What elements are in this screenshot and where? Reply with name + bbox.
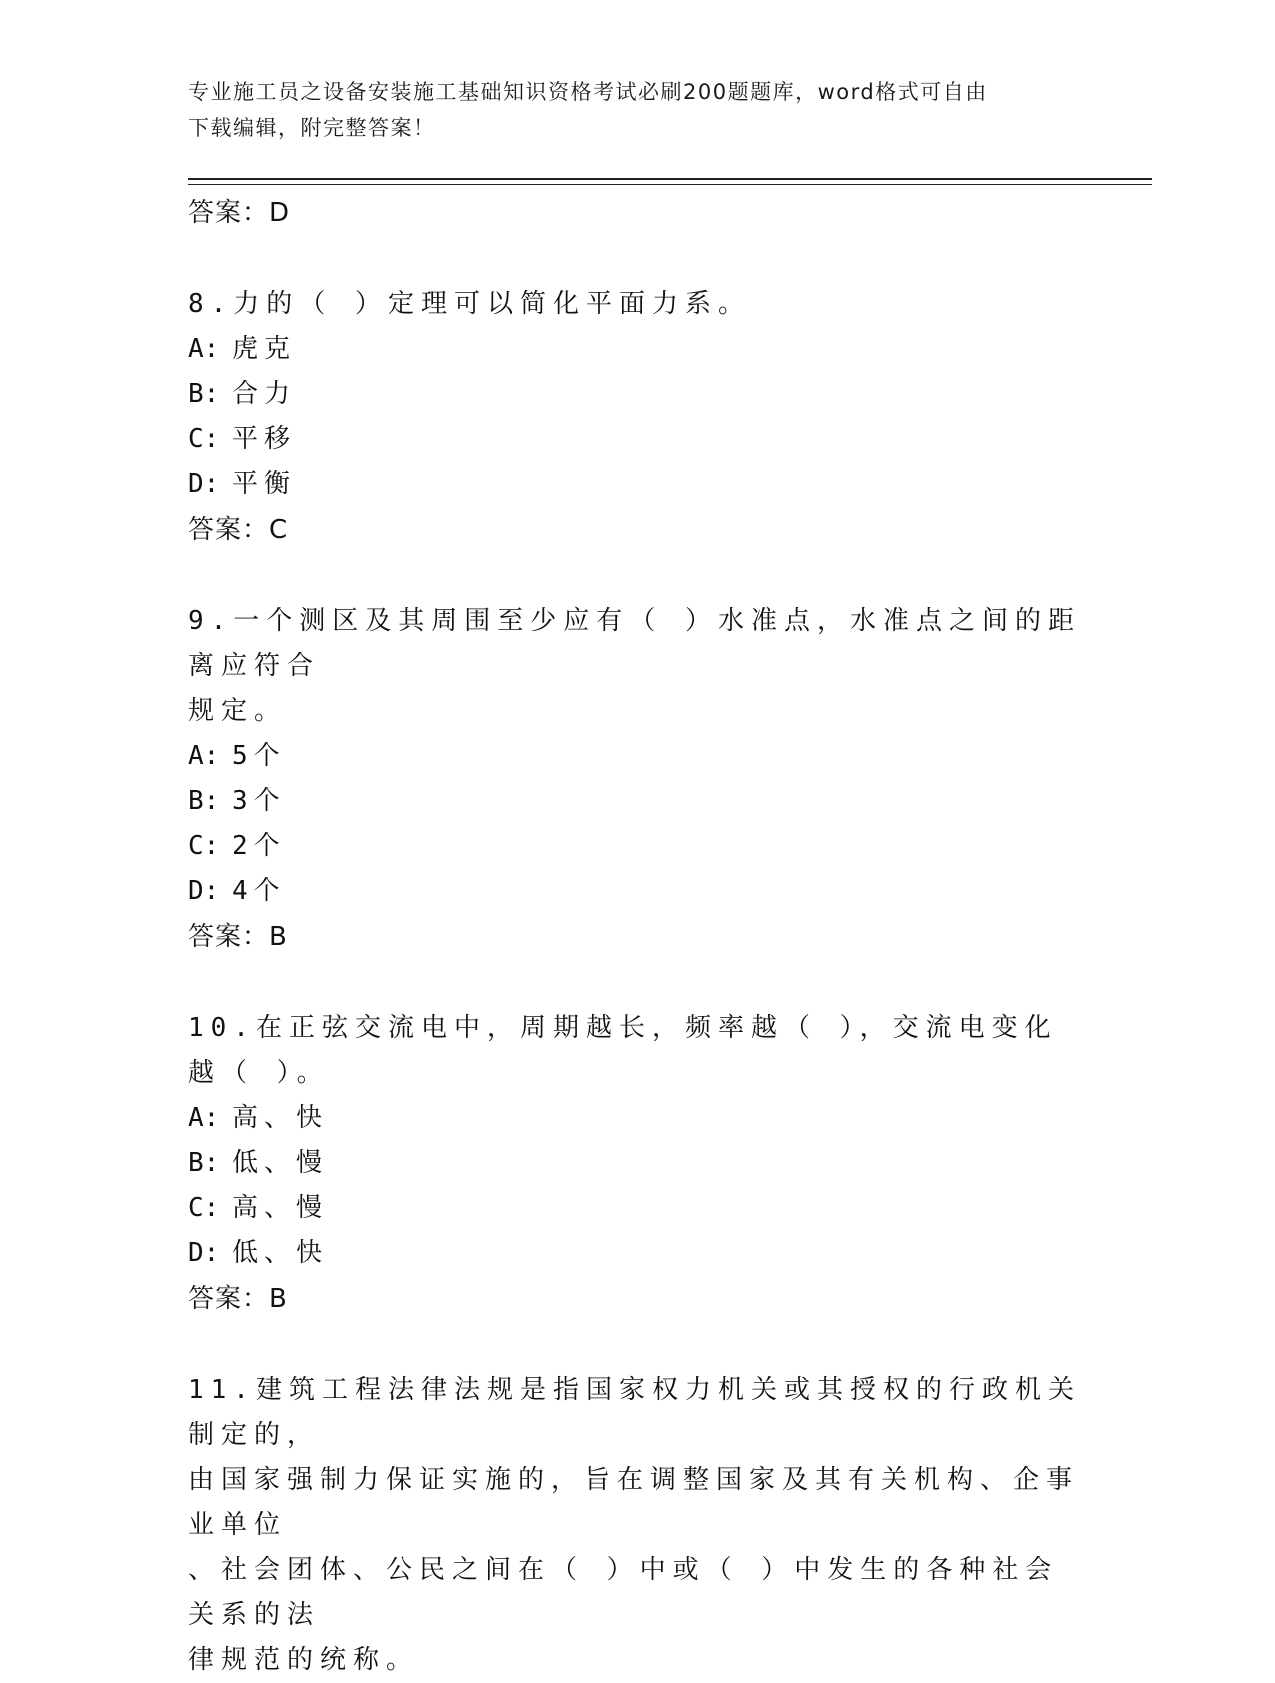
option-text: 平衡 xyxy=(232,469,297,499)
option-c xyxy=(188,1186,1088,1231)
option-text: 5个 xyxy=(232,741,286,771)
option-text: 平移 xyxy=(232,424,297,454)
header-line-2: 下载编辑，附完整答案！ xyxy=(188,116,436,140)
question-text-line-4: 律规范的统称。 xyxy=(188,1645,420,1675)
option-text: 高、快 xyxy=(232,1103,329,1133)
answer-line: 答案：B xyxy=(188,922,288,952)
option-letter: C: xyxy=(188,424,220,454)
question-text-line-1: 9.一个测区及其周围至少应有（ ）水准点，水准点之间的距离应符合 xyxy=(188,606,1081,681)
option-text: 合力 xyxy=(232,379,297,409)
spacer xyxy=(188,1322,1088,1368)
question-list xyxy=(188,190,1088,1683)
question-text-line-1: 11.建筑工程法律法规是指国家权力机关或其授权的行政机关制定的， xyxy=(188,1375,1081,1450)
document-header xyxy=(188,74,1068,146)
spacer xyxy=(188,236,1088,282)
option-c xyxy=(188,824,1088,869)
option-letter: C: xyxy=(188,1193,220,1223)
answer-line: 答案：B xyxy=(188,1284,288,1314)
option-text: 虎克 xyxy=(232,334,297,364)
question-text-line-2: 由国家强制力保证实施的，旨在调整国家及其有关机构、企事业单位 xyxy=(188,1465,1080,1540)
option-letter: B: xyxy=(188,786,220,816)
option-letter: B: xyxy=(188,379,220,409)
answer-line: 答案：C xyxy=(188,515,289,545)
option-letter: D: xyxy=(188,876,220,906)
header-rule-thick xyxy=(188,178,1152,180)
option-letter: B: xyxy=(188,1148,220,1178)
option-letter: D: xyxy=(188,469,220,499)
option-a xyxy=(188,734,1088,779)
header-rule-thin xyxy=(188,184,1152,185)
spacer xyxy=(188,553,1088,599)
option-text: 低、快 xyxy=(232,1238,329,1268)
option-c xyxy=(188,417,1088,462)
option-text: 3个 xyxy=(232,786,286,816)
question-block-10 xyxy=(188,1006,1088,1322)
option-d xyxy=(188,462,1088,507)
option-text: 低、慢 xyxy=(232,1148,329,1178)
question-block-9 xyxy=(188,599,1088,960)
option-letter: D: xyxy=(188,1238,220,1268)
previous-answer: 答案：D xyxy=(188,198,291,228)
question-block-8 xyxy=(188,282,1088,553)
option-text: 4个 xyxy=(232,876,286,906)
option-letter: C: xyxy=(188,831,220,861)
spacer xyxy=(188,960,1088,1006)
question-text-line-3: 、社会团体、公民之间在（ ）中或（ ）中发生的各种社会关系的法 xyxy=(188,1555,1059,1630)
option-b xyxy=(188,1141,1088,1186)
question-text-line-2: 规定。 xyxy=(188,696,288,726)
option-d xyxy=(188,1231,1088,1276)
option-a xyxy=(188,327,1088,372)
option-b xyxy=(188,372,1088,417)
question-block-11 xyxy=(188,1368,1088,1683)
question-text: 10.在正弦交流电中，周期越长，频率越（ ），交流电变化越（ ）。 xyxy=(188,1013,1058,1088)
option-letter: A: xyxy=(188,741,220,771)
option-a xyxy=(188,1096,1088,1141)
question-text: 8.力的（ ）定理可以简化平面力系。 xyxy=(188,289,751,319)
option-d xyxy=(188,869,1088,914)
option-b xyxy=(188,779,1088,824)
option-text: 2个 xyxy=(232,831,286,861)
option-letter: A: xyxy=(188,1103,220,1133)
header-line-1: 专业施工员之设备安装施工基础知识资格考试必刷200题题库，word格式可自由 xyxy=(188,80,988,104)
option-letter: A: xyxy=(188,334,220,364)
option-text: 高、慢 xyxy=(232,1193,329,1223)
